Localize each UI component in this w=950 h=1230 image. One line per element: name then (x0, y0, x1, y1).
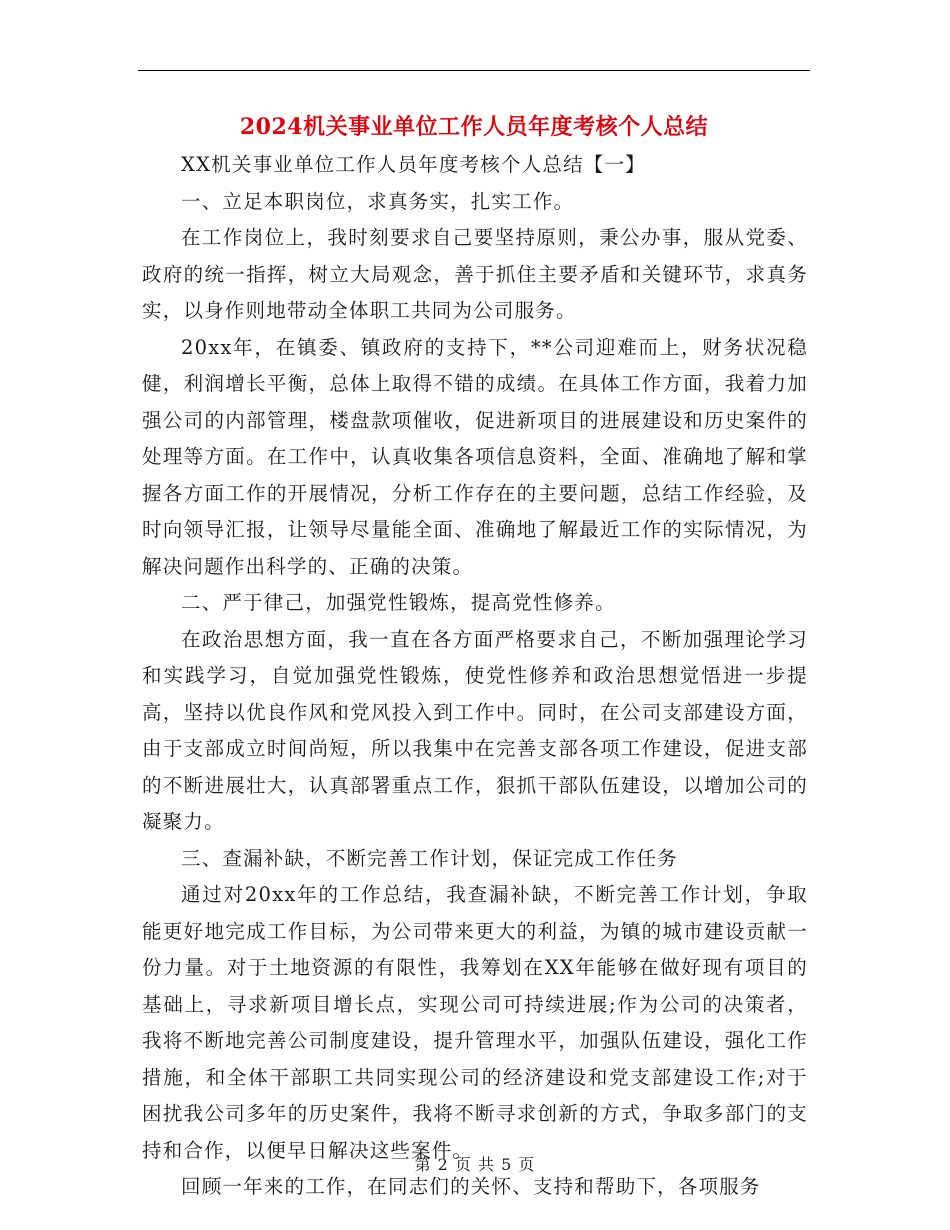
header-rule (138, 70, 810, 71)
document-title: 2024机关事业单位工作人员年度考核个人总结 (239, 114, 709, 140)
paragraph: 在政治思想方面，我一直在各方面严格要求自己，不断加强理论学习和实践学习，自觉加强党性锻炼，使党性修养和政治思想觉悟进一步提高，坚持以优良作风和党风投入到工作中。同时，在公司支部建设方面，由于支部成立时间尚短，所以我集中在完善支部各项工作建设，促进支部的不断进展壮大，认真部署重点工作，狠抓干部队伍建设，以增加公司的凝聚力。 (142, 627, 808, 833)
paragraph-heading-1: 一、立足本职岗位，求真务实，扎实工作。 (181, 189, 575, 213)
document-body (142, 147, 808, 1206)
paragraph-subtitle: XX机关事业单位工作人员年度考核个人总结【一】 (181, 153, 646, 176)
paragraph: 在工作岗位上，我时刻要求自己要坚持原则，秉公办事，服从党委、政府的统一指挥，树立大局观念，善于抓住主要矛盾和关键环节，求真务实，以身作则地带动全体职工共同为公司服务。 (142, 226, 808, 322)
paragraph: 通过对20xx年的工作总结，我查漏补缺，不断完善工作计划，争取能更好地完成工作目标，为公司带来更大的利益，为镇的城市建设贡献一份力量。对于土地资源的有限性，我筹划在XX年能够在做好现有项目的基础上，寻求新项目增长点，实现公司可持续进展;作为公司的决策者，我将不断地完善公司制度建设，提升管理水平，加强队伍建设，强化工作措施，和全体干部职工共同实现公司的经济建设和党支部建设工作;对于困扰我公司多年的历史案件，我将不断寻求创新的方式，争取多部门的支持和合作，以便早日解决这些案件。 (142, 883, 808, 1162)
paragraph-heading-3: 三、查漏补缺，不断完善工作计划，保证完成工作任务 (181, 846, 678, 870)
page-footer: 第 2 页 共 5 页 (414, 1155, 536, 1174)
paragraph: 回顾一年来的工作，在同志们的关怀、支持和帮助下，各项服务 (181, 1175, 761, 1198)
paragraph: 20xx年，在镇委、镇政府的支持下，**公司迎难而上，财务状况稳健，利润增长平衡，总体上取得不错的成绩。在具体工作方面，我着力加强公司的内部管理，楼盘款项催收，促进新项目的进展建设和历史案件的处理等方面。在工作中，认真收集各项信息资料，全面、准确地了解和掌握各方面工作的开展情况，分析工作存在的主要问题，总结工作经验，及时向领导汇报，让领导尽量能全面、准确地了解最近工作的实际情况，为解决问题作出科学的、正确的决策。 (142, 335, 808, 578)
paragraph-heading-2: 二、严于律己，加强党性锻炼，提高党性修养。 (181, 591, 616, 614)
